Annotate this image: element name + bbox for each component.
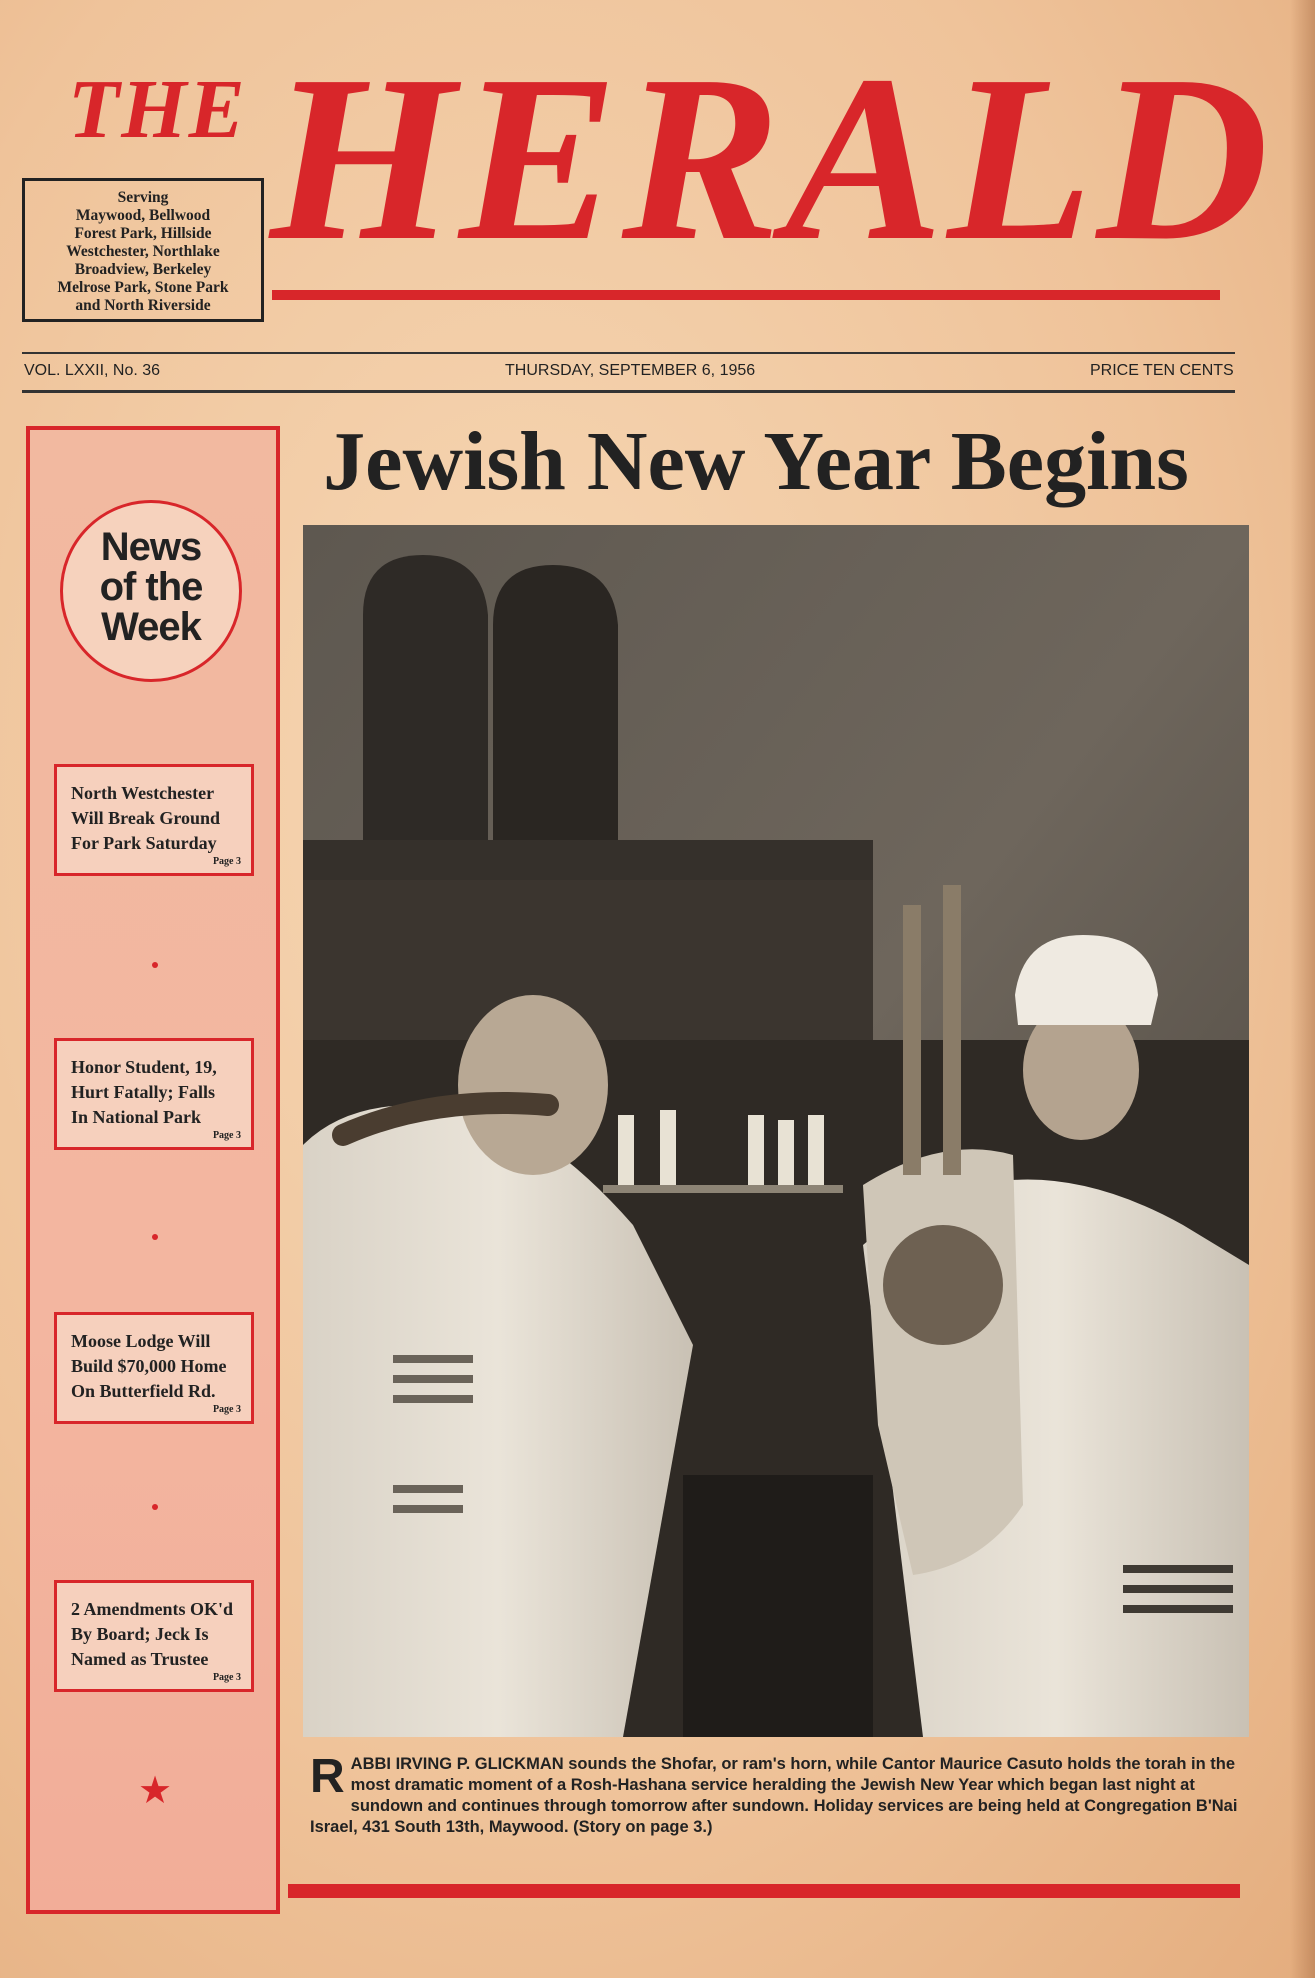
masthead-rule	[272, 290, 1220, 300]
news-brief-4[interactable]	[54, 1580, 254, 1692]
issue-price: PRICE TEN CENTS	[1090, 362, 1234, 379]
caption-dropcap: R	[310, 1750, 345, 1803]
dateline-rule-bottom	[22, 390, 1235, 393]
dateline-rule-top	[22, 352, 1235, 354]
serving-line: Serving	[117, 189, 169, 206]
brief-headline-line: 2 Amendments OK'd	[71, 1599, 234, 1619]
page-edge-shadow	[1290, 0, 1315, 1978]
photo-caption	[310, 1750, 1250, 1838]
news-of-the-week-circle	[60, 500, 242, 682]
brief-headline-line: Build $70,000 Home	[71, 1356, 227, 1376]
masthead-title: HERALD	[270, 27, 1273, 290]
brief-headline-line: Honor Student, 19,	[71, 1057, 217, 1077]
ark-panel	[303, 880, 873, 1040]
brief-page-ref: Page 3	[212, 1130, 241, 1141]
brief-headline-line: For Park Saturday	[71, 833, 217, 853]
brief-page-ref: Page 3	[212, 1672, 241, 1683]
ark-top	[303, 840, 873, 880]
bullet-dot	[152, 1234, 158, 1240]
bullet-dot	[152, 1504, 158, 1510]
serving-line: Broadview, Berkeley	[74, 261, 212, 278]
cantor-tallit-stripes	[1123, 1565, 1233, 1613]
news-brief-2[interactable]	[54, 1038, 254, 1150]
brief-headline-line: In National Park	[71, 1107, 202, 1127]
circle-line: of the	[99, 565, 203, 609]
brief-headline-line: On Butterfield Rd.	[71, 1381, 216, 1401]
circle-line: Week	[101, 605, 201, 649]
brief-headline-line: Moose Lodge Will	[71, 1331, 211, 1351]
brief-headline-line: Hurt Fatally; Falls	[71, 1082, 215, 1102]
brief-page-ref: Page 3	[212, 1404, 241, 1415]
masthead-the: THE	[68, 63, 247, 156]
serving-line: and North Riverside	[75, 297, 211, 314]
bullet-dot	[152, 962, 158, 968]
brief-page-ref: Page 3	[212, 856, 241, 867]
news-brief-3[interactable]	[54, 1312, 254, 1424]
main-headline: Jewish New Year Begins	[323, 415, 1189, 508]
serving-line: Maywood, Bellwood	[75, 207, 211, 224]
bottom-rule	[288, 1884, 1240, 1898]
volume-number: VOL. LXXII, No. 36	[24, 362, 161, 379]
brief-headline-line: North Westchester	[71, 783, 215, 803]
brief-headline-line: Named as Trustee	[71, 1649, 209, 1669]
torah-finial-left	[903, 905, 921, 1175]
brief-headline-line: Will Break Ground	[71, 808, 221, 828]
star-icon: ★	[138, 1770, 173, 1812]
circle-line: News	[100, 525, 202, 569]
commandment-tablet-left	[363, 555, 488, 855]
rabbi-head	[458, 995, 608, 1175]
caption-text: ABBI IRVING P. GLICKMAN sounds the Shofar, or ram's horn, while Cantor Maurice Casuto holds the torah in the most dramatic moment of a Rosh-Hashana service heralding the Jewish New Year which began last night at sundown and continues through tomorrow after sundown. Holiday services are being held at Congregation B'Nai Israel, 431 South 13th, Maywood. (Story on page 3.)	[310, 1755, 1238, 1836]
torah-finial-right	[943, 885, 961, 1175]
serving-area-box	[22, 178, 264, 322]
serving-line: Melrose Park, Stone Park	[57, 279, 229, 296]
issue-date: THURSDAY, SEPTEMBER 6, 1956	[505, 362, 756, 379]
serving-line: Westchester, Northlake	[66, 243, 220, 260]
brief-headline-line: By Board; Jeck Is	[71, 1624, 209, 1644]
torah-crown-ornament	[883, 1225, 1003, 1345]
front-page-photo	[303, 525, 1249, 1737]
news-brief-1[interactable]	[54, 764, 254, 876]
commandment-tablet-right	[493, 565, 618, 855]
lectern	[683, 1475, 873, 1737]
serving-line: Forest Park, Hillside	[74, 225, 212, 242]
